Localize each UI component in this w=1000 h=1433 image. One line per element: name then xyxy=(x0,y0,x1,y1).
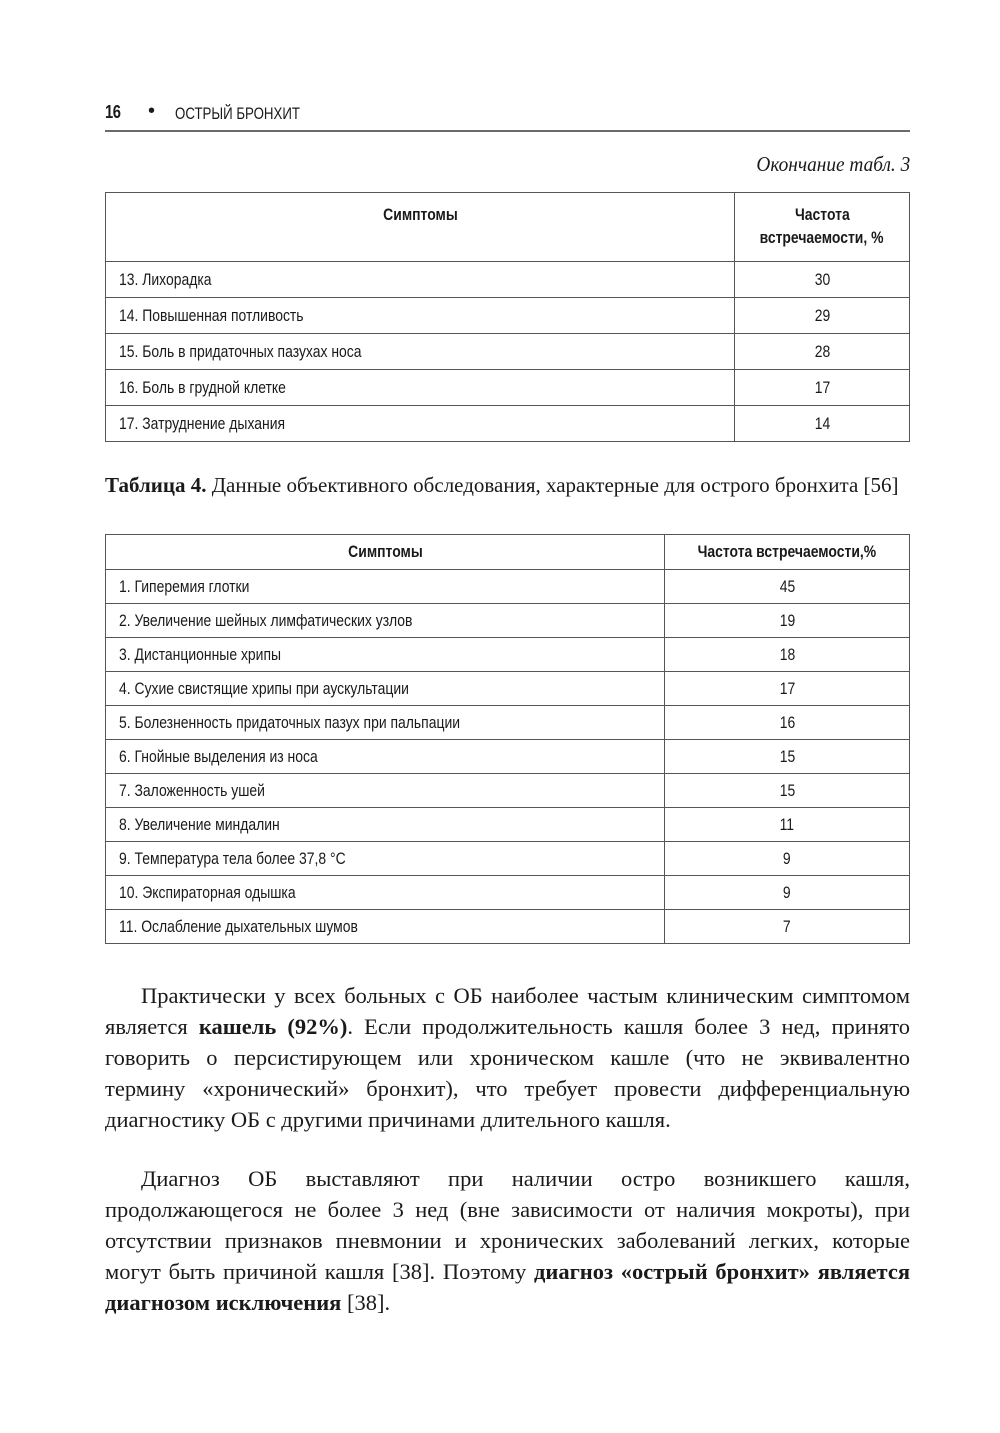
frequency-cell: 29 xyxy=(735,298,910,334)
table-4-caption xyxy=(105,472,910,498)
symptom-cell: 15. Боль в придаточных пазухах носа xyxy=(106,334,735,370)
frequency-cell: 9 xyxy=(665,842,910,876)
table-row xyxy=(106,334,910,370)
bold-phrase: кашель (92%) xyxy=(198,1014,348,1039)
symptom-cell: 1. Гиперемия глотки xyxy=(106,570,665,604)
frequency-cell: 19 xyxy=(665,604,910,638)
frequency-cell: 17 xyxy=(735,370,910,406)
symptom-cell: 17. Затруднение дыхания xyxy=(106,406,735,442)
chapter-title: ОСТРЫЙ БРОНХИТ xyxy=(175,104,300,123)
caption-label: Таблица 4. xyxy=(105,473,207,497)
header-frequency: Частота встречаемости,% xyxy=(665,535,910,570)
page-number: 16 xyxy=(105,102,121,122)
symptom-cell: 10. Экспираторная одышка xyxy=(106,876,665,910)
symptom-cell: 13. Лихорадка xyxy=(106,262,735,298)
symptom-cell: 9. Температура тела более 37,8 °С xyxy=(106,842,665,876)
table-row xyxy=(106,774,910,808)
table-row xyxy=(106,638,910,672)
frequency-cell: 45 xyxy=(665,570,910,604)
symptom-cell: 6. Гнойные выделения из носа xyxy=(106,740,665,774)
frequency-cell: 9 xyxy=(665,876,910,910)
frequency-cell: 15 xyxy=(665,774,910,808)
bullet-icon: • xyxy=(148,100,156,122)
table-row xyxy=(106,406,910,442)
table-3-continued xyxy=(105,192,910,442)
symptom-cell: 11. Ослабление дыхательных шумов xyxy=(106,910,665,944)
caption-text: Данные объективного обследования, характерные для острого бронхита [56] xyxy=(206,473,899,497)
table-header-row xyxy=(106,193,910,262)
running-head xyxy=(105,100,910,132)
frequency-cell: 28 xyxy=(735,334,910,370)
frequency-cell: 14 xyxy=(735,406,910,442)
table-row xyxy=(106,706,910,740)
symptom-cell: 4. Сухие свистящие хрипы при аускультации xyxy=(106,672,665,706)
bold-phrase: диагноз «острый бронхит» является диагнозом исключения xyxy=(105,1259,910,1315)
table-row xyxy=(106,808,910,842)
symptom-cell: 3. Дистанционные хрипы xyxy=(106,638,665,672)
symptom-cell: 14. Повышенная потливость xyxy=(106,298,735,334)
table-row xyxy=(106,570,910,604)
table-row xyxy=(106,604,910,638)
header-symptoms: Симптомы xyxy=(106,535,665,570)
table-row xyxy=(106,842,910,876)
table-row xyxy=(106,370,910,406)
paragraph-diagnosis: Диагноз ОБ выставляют при наличии остро возникшего кашля, продолжающегося не более 3 нед (вне зависимости от наличия мокроты), при отсутствии признаков пневмонии и хронических заболеваний легких, которые могут быть причиной кашля [38]. Поэтому диагноз «острый бронхит» является диагнозом исключения [38]. xyxy=(105,1166,910,1315)
frequency-cell: 16 xyxy=(665,706,910,740)
symptom-cell: 7. Заложенность ушей xyxy=(106,774,665,808)
table-row xyxy=(106,672,910,706)
frequency-cell: 15 xyxy=(665,740,910,774)
frequency-cell: 18 xyxy=(665,638,910,672)
frequency-cell: 11 xyxy=(665,808,910,842)
table-row xyxy=(106,298,910,334)
table-4 xyxy=(105,534,910,944)
symptom-cell: 8. Увеличение миндалин xyxy=(106,808,665,842)
table-row xyxy=(106,740,910,774)
header-symptoms: Симптомы xyxy=(106,193,735,262)
frequency-cell: 30 xyxy=(735,262,910,298)
symptom-cell: 5. Болезненность придаточных пазух при пальпации xyxy=(106,706,665,740)
table-row xyxy=(106,262,910,298)
frequency-cell: 17 xyxy=(665,672,910,706)
table-row xyxy=(106,910,910,944)
table-header-row xyxy=(106,535,910,570)
symptom-cell: 16. Боль в грудной клетке xyxy=(106,370,735,406)
paragraph-cough: Практически у всех больных с ОБ наиболее частым клиническим симптомом является кашель (92%). Если продолжительность кашля более 3 нед, принято говорить о персистирующем или хроническом кашле (что не эквивалентно термину «хронический» бронхит), что требует провести дифференциальную диагностику ОБ с другими причинами длительного кашля. xyxy=(105,983,910,1132)
header-frequency: Частота встречаемости, % xyxy=(735,193,910,262)
table-continuation-label: Окончание табл. 3 xyxy=(756,152,910,176)
frequency-cell: 7 xyxy=(665,910,910,944)
table-row xyxy=(106,876,910,910)
symptom-cell: 2. Увеличение шейных лимфатических узлов xyxy=(106,604,665,638)
